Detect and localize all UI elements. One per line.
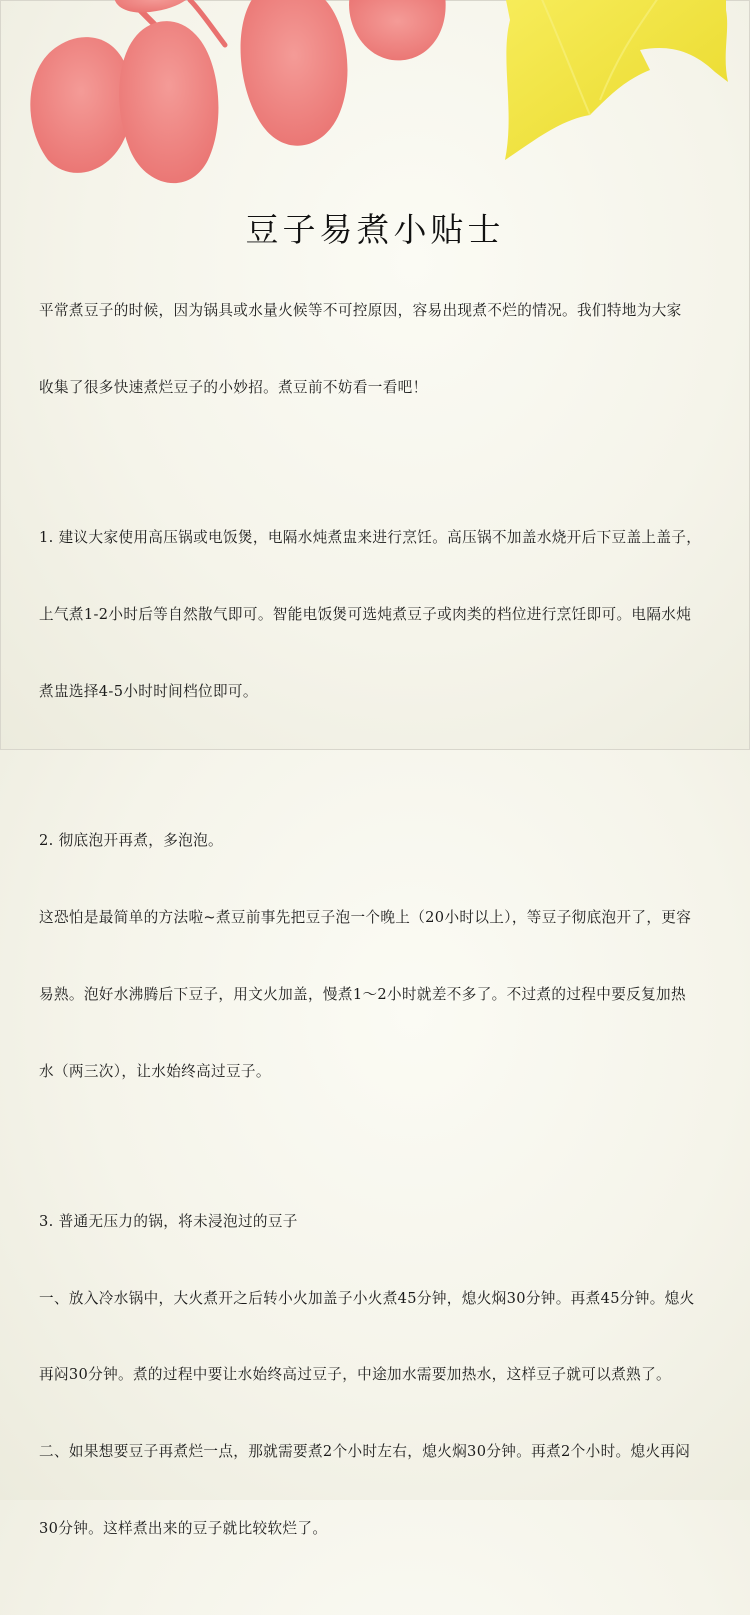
text-line: 30分钟。这样煮出来的豆子就比较软烂了。 (39, 1519, 328, 1537)
text-line: 上气煮1-2小时后等自然散气即可。智能电饭煲可选炖煮豆子或肉类的档位进行烹饪即可。电隔水炖 (39, 605, 692, 623)
text-line: 易熟。泡好水沸腾后下豆子，用文火加盖，慢煮1～2小时就差不多了。不过煮的过程中要反复加热 (39, 986, 686, 1004)
pink-leaf-middle (119, 21, 218, 183)
tip-2-heading: 2. 彻底泡开再煮，多泡泡。 (39, 832, 223, 850)
tip-1-heading: 1. 建议大家使用高压锅或电饭煲，电隔水炖煮盅来进行烹饪。高压锅不加盖水烧开后下豆盖上盖子， (39, 528, 702, 546)
yellow-leaf (505, 0, 728, 160)
tip-1 (39, 474, 729, 756)
text-line: 平常煮豆子的时候，因为锅具或水量火候等不可控原因，容易出现煮不烂的情况。我们特地为大家 (39, 302, 682, 320)
document-title: 豆子易煮小贴士 (245, 210, 505, 250)
intro-paragraph (39, 247, 729, 452)
text-line: 二、如果想要豆子再煮烂一点，那就需要煮2个小时左右，熄火焖30分钟。再煮2个小时。熄火再闷 (39, 1443, 691, 1461)
tip-2 (39, 777, 729, 1135)
text-line: 一、放入冷水锅中，大火煮开之后转小火加盖子小火煮45分钟，熄火焖30分钟。再煮45分钟。熄火 (39, 1289, 695, 1307)
document-body (39, 247, 729, 1615)
text-line: 收集了很多快速煮烂豆子的小妙招。煮豆前不妨看一看吧！ (39, 378, 428, 396)
text-line: 再闷30分钟。煮的过程中要让水始终高过豆子，中途加水需要加热水，这样豆子就可以煮熟了。 (39, 1366, 671, 1384)
text-line: 这恐怕是最简单的方法啦~煮豆前事先把豆子泡一个晚上（20小时以上），等豆子彻底泡开了，更容 (39, 909, 692, 927)
pink-leaf-right (241, 0, 348, 146)
tip-3-heading: 3. 普通无压力的锅，将未浸泡过的豆子 (39, 1212, 298, 1230)
decorative-leaves-illustration (0, 0, 750, 210)
pink-leaf-left (30, 37, 132, 173)
tip-3 (39, 1158, 729, 1593)
pink-leaf-small (349, 0, 446, 60)
text-line: 水（两三次），让水始终高过豆子。 (39, 1062, 271, 1080)
text-line: 煮盅选择4-5小时时间档位即可。 (39, 682, 258, 700)
pink-leaf-top (114, 0, 195, 13)
